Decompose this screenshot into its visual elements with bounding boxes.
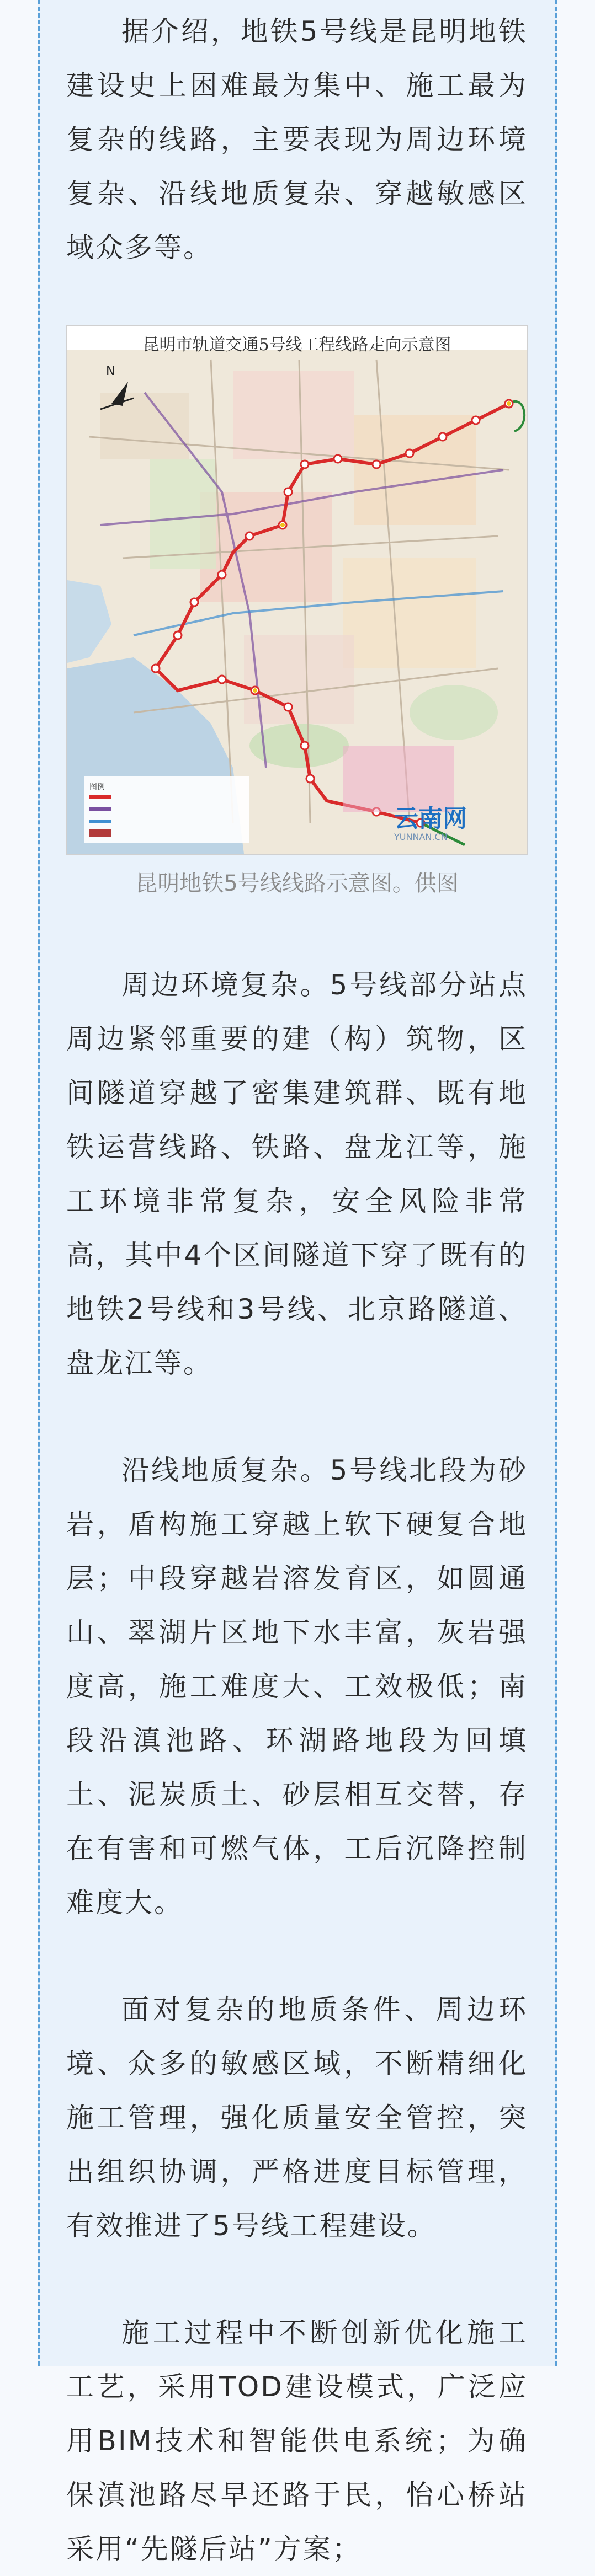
intro-paragraph: 据介绍，地铁5号线是昆明地铁建设史上困难最为集中、施工最为复杂的线路，主要表现为周边环境复杂、沿线地质复杂、穿越敏感区域众多等。 [66, 15, 528, 264]
map-caption: 昆明地铁5号线线路示意图。供图 [135, 871, 459, 896]
paragraph-environment: 周边环境复杂。5号线部分站点周边紧邻重要的建（构）筑物，区间隧道穿越了密集建筑群、既有地铁运营线路、铁路、盘龙江等，施工环境非常复杂，安全风险非常高，其中4个区间隧道下穿了既有的地铁2号线和3号线、北京路隧道、盘龙江等。 [66, 969, 528, 1379]
paragraph-geology: 沿线地质复杂。5号线北段为砂岩，盾构施工穿越上软下硬复合地层；中段穿越岩溶发育区，如圆通山、翠湖片区地下水丰富，灰岩强度高，施工难度大、工效极低；南段沿滇池路、环湖路地段为回填土、泥炭质土、砂层相互交替，存在有害和可燃气体，工后沉降控制难度大。 [66, 1454, 528, 1919]
map-title: 昆明市轨道交通5号线工程线路走向示意图 [142, 335, 451, 355]
article-content [66, 4, 528, 2576]
watermark-logo: 云南网 YUNNAN.CN [394, 805, 467, 842]
paragraph-innovation: 施工过程中不断创新优化施工工艺，采用TOD建设模式，广泛应用BIM技术和智能供电系统；为确保滇池路尽早还路于民，怡心桥站采用“先隧后站”方案； [66, 2317, 528, 2565]
legend-depot-swatch [89, 829, 111, 837]
paragraph-management: 面对复杂的地质条件、周边环境、众多的敏感区域，不断精细化施工管理，强化质量安全管控，突出组织协调，严格进度目标管理，有效推进了5号线工程建设。 [66, 1994, 528, 2242]
route-map-graphic [67, 326, 527, 854]
route-map-image [66, 325, 528, 855]
legend-line-swatch [89, 807, 111, 811]
legend-route-swatch [89, 795, 111, 799]
map-north-label: N [106, 365, 115, 378]
map-legend [84, 776, 249, 843]
legend-title: 图例 [89, 783, 105, 791]
legend-line-swatch [89, 820, 111, 823]
